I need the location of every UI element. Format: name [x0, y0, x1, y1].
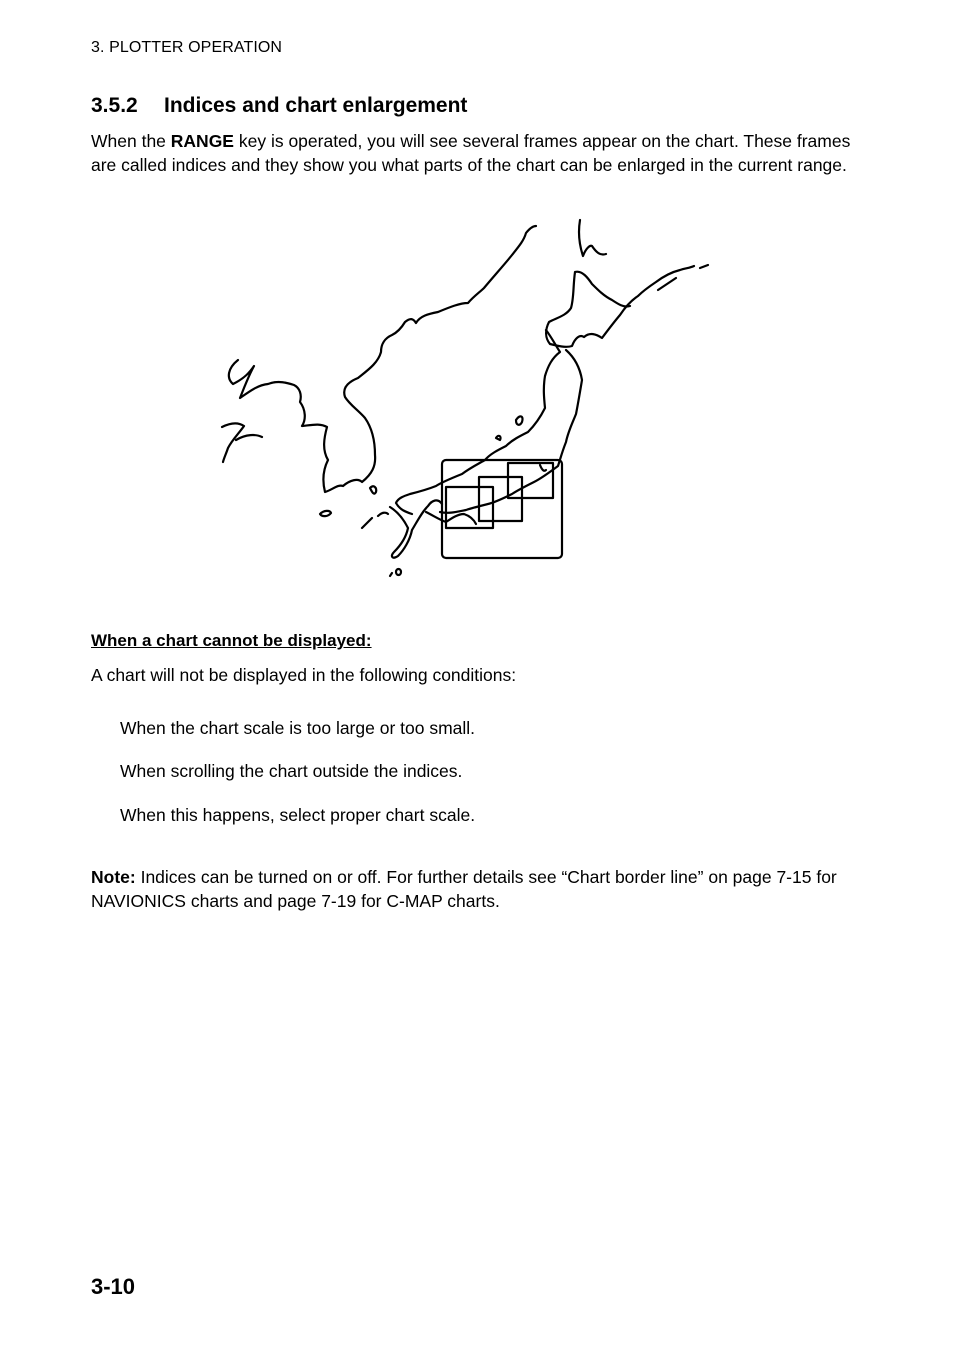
condition-item: When the chart scale is too large or too small.	[120, 718, 476, 738]
izu-islands	[540, 465, 546, 471]
note-label: Note:	[91, 867, 136, 887]
tanegashima-island	[390, 569, 401, 576]
jeju-island	[320, 511, 331, 516]
intro-prefix: When the	[91, 131, 171, 151]
intro-paragraph	[91, 129, 851, 177]
page-number: 3-10	[91, 1274, 136, 1299]
condition-item: When scrolling the chart outside the indices.	[120, 761, 463, 781]
hokkaido-coastline	[546, 220, 694, 347]
shikoku-coastline	[426, 512, 476, 524]
section-number: 3.5.2	[91, 94, 138, 117]
korean-peninsula-coastline	[229, 226, 536, 492]
note-paragraph	[91, 865, 851, 913]
tsushima-island	[370, 486, 376, 493]
mainland-coast-west	[222, 423, 262, 462]
goto-islands	[362, 513, 388, 528]
range-key-label: RANGE	[170, 131, 234, 151]
condition-item: When this happens, select proper chart scale.	[120, 805, 476, 825]
oki-island	[496, 436, 501, 440]
note-text: Indices can be turned on or off. For further details see “Chart border line” on page 7-15 for NAVIONICS charts and page 7-19 for C-MAP charts.	[91, 867, 837, 911]
conditions-intro: A chart will not be displayed in the following conditions:	[91, 665, 517, 685]
subsection-heading: When a chart cannot be displayed:	[91, 631, 372, 650]
japan-chart-indices-figure	[200, 210, 740, 600]
running-header: 3. PLOTTER OPERATION	[91, 39, 283, 56]
sado-island	[516, 416, 523, 424]
section-title	[91, 94, 467, 118]
section-title-text: Indices and chart enlargement	[164, 94, 468, 117]
kyushu-coastline	[390, 500, 442, 557]
intro-suffix: key is operated, you will see several frames appear on the chart. These frames are called indices and they show you what parts of the chart can be enlarged in the current range.	[91, 131, 851, 175]
